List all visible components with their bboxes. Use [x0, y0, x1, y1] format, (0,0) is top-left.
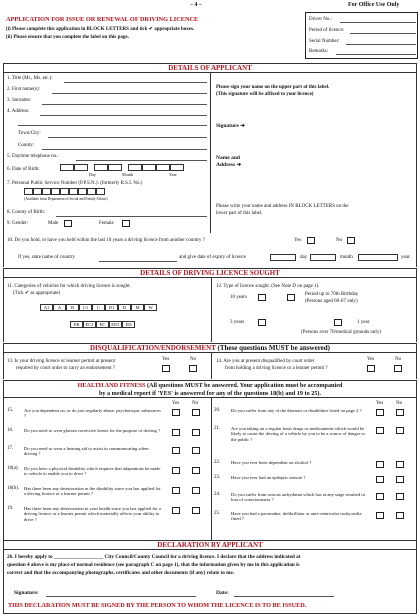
- type-70th-birthday-checkbox[interactable]: [287, 294, 295, 301]
- health-left-question: Are you dependent on, or do you regularly abuse, psychotropic substances ?: [24, 408, 161, 419]
- name-address-label-2: Address ➔: [216, 162, 242, 168]
- health-right-no-checkbox[interactable]: [396, 476, 404, 483]
- q10-no-label: No: [336, 238, 343, 243]
- health-left-number: 18(b).: [7, 486, 20, 491]
- q14-line-2: from holding a driving licence or a learner permit ?: [225, 366, 328, 371]
- cat-ec[interactable]: EC: [96, 321, 109, 328]
- cat-ed1[interactable]: ED1: [109, 321, 122, 328]
- q13-line-1: 13. Is your driving licence or learner permit at present: [7, 359, 116, 364]
- type-3-years-checkbox[interactable]: [258, 319, 266, 326]
- health-left-yes-checkbox[interactable]: [172, 507, 180, 514]
- declaration-signature-label: Signature:: [14, 590, 39, 596]
- type-1-year-checkbox[interactable]: [334, 319, 342, 326]
- health-left-yes: Yes: [172, 401, 180, 406]
- office-use-box: [305, 12, 418, 59]
- health-left-number: 19.: [7, 506, 14, 511]
- category-row-2[interactable]: [70, 321, 135, 328]
- q8-county-birth: 8. County of Birth:: [7, 210, 46, 215]
- health-right-question: Do you suffer from serious arrhythmia which has at any stage resulted in loss of consciousness ?: [231, 492, 365, 503]
- cat-eb[interactable]: EB: [70, 321, 83, 328]
- health-left-number: 16.: [7, 428, 14, 433]
- expiry-month-label: month: [340, 255, 353, 260]
- declaration-date-label: Date:: [216, 590, 229, 596]
- cat-a1[interactable]: A1: [40, 304, 53, 311]
- cat-ed[interactable]: ED: [122, 321, 135, 328]
- office-field-serial: Serial Number:: [309, 39, 340, 44]
- ppsn-note: (Available from Department of Social and Family Affairs): [24, 197, 108, 201]
- cat-ec1[interactable]: EC1: [83, 321, 96, 328]
- disqualification-area: [3, 353, 417, 379]
- q13-yes-label: Yes: [162, 357, 170, 362]
- q14-yes-label: Yes: [367, 357, 375, 362]
- name-address-label-1: Name and: [216, 155, 240, 161]
- dob-year: Year: [169, 172, 177, 177]
- health-left-no: No: [192, 401, 199, 406]
- health-right-yes-checkbox[interactable]: [376, 476, 384, 483]
- health-left-yes-checkbox[interactable]: [172, 429, 180, 436]
- office-field-remarks: Remarks:: [309, 49, 329, 54]
- q10-row: [3, 233, 417, 267]
- section-applicant: DETAILS OF APPLICANT: [3, 63, 417, 73]
- category-row-1[interactable]: [40, 304, 157, 311]
- health-right-yes-checkbox[interactable]: [376, 427, 384, 434]
- declaration-line-1: 26. I hereby apply to ___________________ City Council/County Council for a driving licence. I declare that the address indicated at: [7, 554, 301, 560]
- applicant-fields: [3, 73, 210, 233]
- health-right-number: 25.: [214, 511, 221, 516]
- q1-title: 1. Title (Mr., Ms. etc.):: [7, 76, 53, 81]
- health-left-question: Has there been any deterioration in your health since you last applied for a driving licence or a learner permit which materially affects your ability to drive ?: [24, 506, 161, 522]
- q14-line-1: 14. Are you at present disqualified by court order: [216, 359, 315, 364]
- health-left-yes-checkbox[interactable]: [172, 447, 180, 454]
- declaration-date-field[interactable]: [234, 596, 334, 597]
- declaration-area: [3, 550, 417, 614]
- health-right-yes-checkbox[interactable]: [376, 512, 384, 519]
- office-field-driver-no: Driver No.:: [309, 17, 333, 22]
- health-left-number: 15.: [7, 408, 14, 413]
- expiry-year-label: year.: [401, 255, 411, 260]
- ppsn-boxes[interactable]: [24, 188, 105, 195]
- health-right-yes-checkbox[interactable]: [376, 461, 384, 468]
- declaration-line-3: correct and that the accompanying photographs, certificates and other documents (if any) relate to me.: [7, 570, 235, 576]
- q10-expiry: and give date of expiry of licence: [179, 255, 246, 260]
- type-10-years-checkbox[interactable]: [258, 294, 266, 301]
- q1-field[interactable]: [64, 82, 207, 83]
- q9-gender: 9. Gender:: [7, 221, 29, 226]
- health-left-question: Do you have a physical disability which requires that adaptations be made to vehicle to enable you to drive ?: [24, 466, 161, 477]
- q10-country-field[interactable]: [99, 261, 177, 262]
- q10-yes-checkbox[interactable]: [307, 237, 315, 244]
- q13-no-label: No: [190, 357, 197, 362]
- health-left-no-checkbox[interactable]: [192, 429, 200, 436]
- q7-ppsn: 7. Personal Public Service Number (P.P.S.N.): (formerly R.S.I. No.): [7, 181, 143, 186]
- q4-field-2[interactable]: [18, 125, 207, 126]
- county: County:: [18, 143, 35, 148]
- health-right-no-checkbox[interactable]: [396, 409, 404, 416]
- health-left-yes-checkbox[interactable]: [172, 467, 180, 474]
- health-area: [3, 398, 417, 540]
- type-3-years: 3 years: [230, 320, 245, 325]
- q2-first-name: 2. First name(s):: [7, 87, 40, 92]
- health-left-no-checkbox[interactable]: [192, 447, 200, 454]
- health-right-yes-checkbox[interactable]: [376, 493, 384, 500]
- health-right-question: Do you suffer from any of the diseases or disabilities listed on page 2 ?: [231, 408, 362, 413]
- q13-yes-checkbox[interactable]: [162, 365, 170, 372]
- cat-d[interactable]: D: [118, 304, 131, 311]
- section-health: HEALTH AND FITNESS (All questions MUST be answered. Your application must be accompanied by a medical report if 'YES' is answered for any of the questions 18(b) and 19 to 25).: [3, 380, 417, 398]
- health-left-yes-checkbox[interactable]: [172, 487, 180, 494]
- q11-categories: 11. Categories of vehicles for which driving licence is sought.: [7, 284, 131, 289]
- q14-yes-checkbox[interactable]: [367, 365, 375, 372]
- expiry-year-box[interactable]: [358, 254, 398, 261]
- health-left-no-checkbox[interactable]: [192, 409, 200, 416]
- cat-m[interactable]: M: [131, 304, 144, 311]
- q4-address: 4. Address:: [7, 109, 30, 114]
- q10-yes-label: Yes: [294, 238, 302, 243]
- health-left-yes-checkbox[interactable]: [172, 409, 180, 416]
- cat-c1[interactable]: C1: [79, 304, 92, 311]
- expiry-day-label: day: [300, 255, 308, 260]
- health-right-no: No: [396, 401, 403, 406]
- gender-female-label: Female: [99, 221, 114, 226]
- q5-telephone: 5. Daytime telephone no.:: [7, 154, 59, 159]
- county-field[interactable]: [42, 149, 207, 150]
- health-right-number: 24.: [214, 492, 221, 497]
- cat-d1[interactable]: D1: [105, 304, 118, 311]
- health-right-question: Are you taking on a regular basis drugs or medicaments which would be likely to cause the driving of a vehicle by you to be a source of danger to the public ?: [231, 426, 365, 442]
- signature-label: Signature ➔: [216, 123, 245, 129]
- health-right-no-checkbox[interactable]: [396, 427, 404, 434]
- health-right-question: Have you ever been dependent on alcohol ?: [231, 460, 312, 465]
- health-right-question: Have you ever had an epileptic seizure ?: [231, 475, 306, 480]
- health-right-number: 23.: [214, 475, 221, 480]
- health-right-number: 22.: [214, 460, 221, 465]
- q10-state-country: If yes, state name of country: [18, 255, 75, 260]
- instruction-1: (i) Please complete this application in BLOCK LETTERS and tick ✔ appropriate boxes.: [6, 27, 195, 32]
- q11-tick: (Tick ✔ as appropriate): [13, 291, 61, 296]
- q14-no-label: No: [395, 357, 402, 362]
- label-write-instruction-1: Please write your name and address IN BLOCK LETTERS on the: [216, 204, 349, 209]
- cat-w[interactable]: W: [144, 304, 157, 311]
- label-write-instruction-2: lower part of this label.: [216, 211, 263, 216]
- health-right-yes-checkbox[interactable]: [376, 409, 384, 416]
- health-right-no-checkbox[interactable]: [396, 512, 404, 519]
- q4-field-1[interactable]: [40, 115, 207, 116]
- declaration-signature-field[interactable]: [46, 596, 196, 597]
- health-left-question: Has there been any deterioration in the disability since you last applied for a driving licence or a learner permit ?: [24, 486, 161, 497]
- q8-field[interactable]: [56, 216, 207, 217]
- dob-month: Month: [122, 172, 134, 177]
- office-use-label: For Office Use Only: [348, 2, 400, 8]
- q3-field[interactable]: [42, 104, 207, 105]
- declaration-line-2: question 4 above is my place of normal residence (see paragraph C on page 1), that the information given by me in this application is: [7, 562, 300, 568]
- health-right-no-checkbox[interactable]: [396, 493, 404, 500]
- cat-a[interactable]: A: [53, 304, 66, 311]
- label-sign-instruction: Please sign your name on the upper part of this label.: [216, 85, 330, 90]
- office-field-period: Period of licence:: [309, 28, 345, 33]
- q13-line-2: required by court order to carry an endorsement ?: [16, 366, 116, 371]
- q14-no-checkbox[interactable]: [394, 365, 402, 372]
- instruction-2: (ii) Please ensure that you complete the label on this page.: [6, 35, 129, 40]
- town-field[interactable]: [48, 137, 207, 138]
- health-right-yes: Yes: [376, 401, 384, 406]
- cat-c[interactable]: C: [92, 304, 105, 311]
- type-70th-note: (Persons aged 60-67 only): [305, 299, 358, 304]
- health-left-number: 17.: [7, 446, 14, 451]
- section-declaration: DECLARATION BY APPLICANT: [3, 540, 417, 550]
- section-licence-sought: DETAILS OF DRIVING LICENCE SOUGHT: [3, 268, 417, 278]
- q2-field[interactable]: [52, 93, 207, 94]
- gender-female-checkbox[interactable]: [122, 220, 130, 227]
- q10-no-checkbox[interactable]: [347, 237, 355, 244]
- type-10-years: 10 years: [230, 295, 247, 300]
- q10-question: 10. Do you hold, or have you held within the last 10 years a driving licence from another country ?: [7, 238, 205, 243]
- page-number: – 4 –: [190, 2, 202, 8]
- health-right-number: 20.: [214, 408, 221, 413]
- form-title: APPLICATION FOR ISSUE OR RENEWAL OF DRIVING LICENCE: [6, 16, 199, 23]
- licence-label-area: [210, 73, 417, 233]
- cat-b[interactable]: B: [66, 304, 79, 311]
- expiry-day-box[interactable]: [270, 254, 296, 261]
- type-1-year: 1 year: [357, 320, 370, 325]
- type-70th-birthday: Period up to 70th Birthday: [305, 292, 359, 297]
- dob-boxes[interactable]: [60, 164, 184, 171]
- q3-surname: 3. Surname:: [7, 98, 32, 103]
- q5-field[interactable]: [76, 160, 207, 161]
- health-left-question: Do you need to wear a hearing aid to assist in communicating when driving ?: [24, 446, 149, 457]
- health-left-number: 18(a).: [7, 466, 19, 471]
- dob-day: Day: [89, 172, 96, 177]
- declaration-footer: THIS DECLARATION MUST BE SIGNED BY THE PERSON TO WHOM THE LICENCE IS TO BE ISSUED.: [8, 602, 307, 609]
- type-1-year-note: (Persons over 70/medical grounds only): [301, 330, 381, 335]
- licence-sought-area: [3, 278, 417, 342]
- arrow-right-icon: ➔: [236, 162, 242, 168]
- q13-no-checkbox[interactable]: [189, 365, 197, 372]
- q12-type: 12. Type of licence sought. (See Note D on page 1).: [216, 284, 320, 289]
- health-left-no-checkbox[interactable]: [192, 467, 200, 474]
- health-right-question: Have you had a pacemaker, defibrillator or anti-ventricular tachycardia fitted ?: [231, 511, 362, 522]
- health-right-no-checkbox[interactable]: [396, 461, 404, 468]
- expiry-month-box[interactable]: [310, 254, 336, 261]
- section-disqualification: DISQUALIFICATION/ENDORSEMENT (These questions MUST be answered): [3, 343, 417, 353]
- health-left-no-checkbox[interactable]: [192, 487, 200, 494]
- arrow-right-icon: ➔: [240, 123, 245, 129]
- health-right-number: 21.: [214, 426, 221, 431]
- gender-male-label: Male: [48, 221, 59, 226]
- gender-male-checkbox[interactable]: [64, 220, 72, 227]
- q6-dob: 6. Date of Birth:: [7, 167, 40, 172]
- health-left-question: Do you need to wear glasses/corrective lenses for the purpose of driving ?: [24, 428, 160, 433]
- label-sign-note: (This signature will be affixed to your licence): [216, 92, 314, 97]
- health-left-no-checkbox[interactable]: [192, 507, 200, 514]
- town-city: Town/City:: [18, 131, 41, 136]
